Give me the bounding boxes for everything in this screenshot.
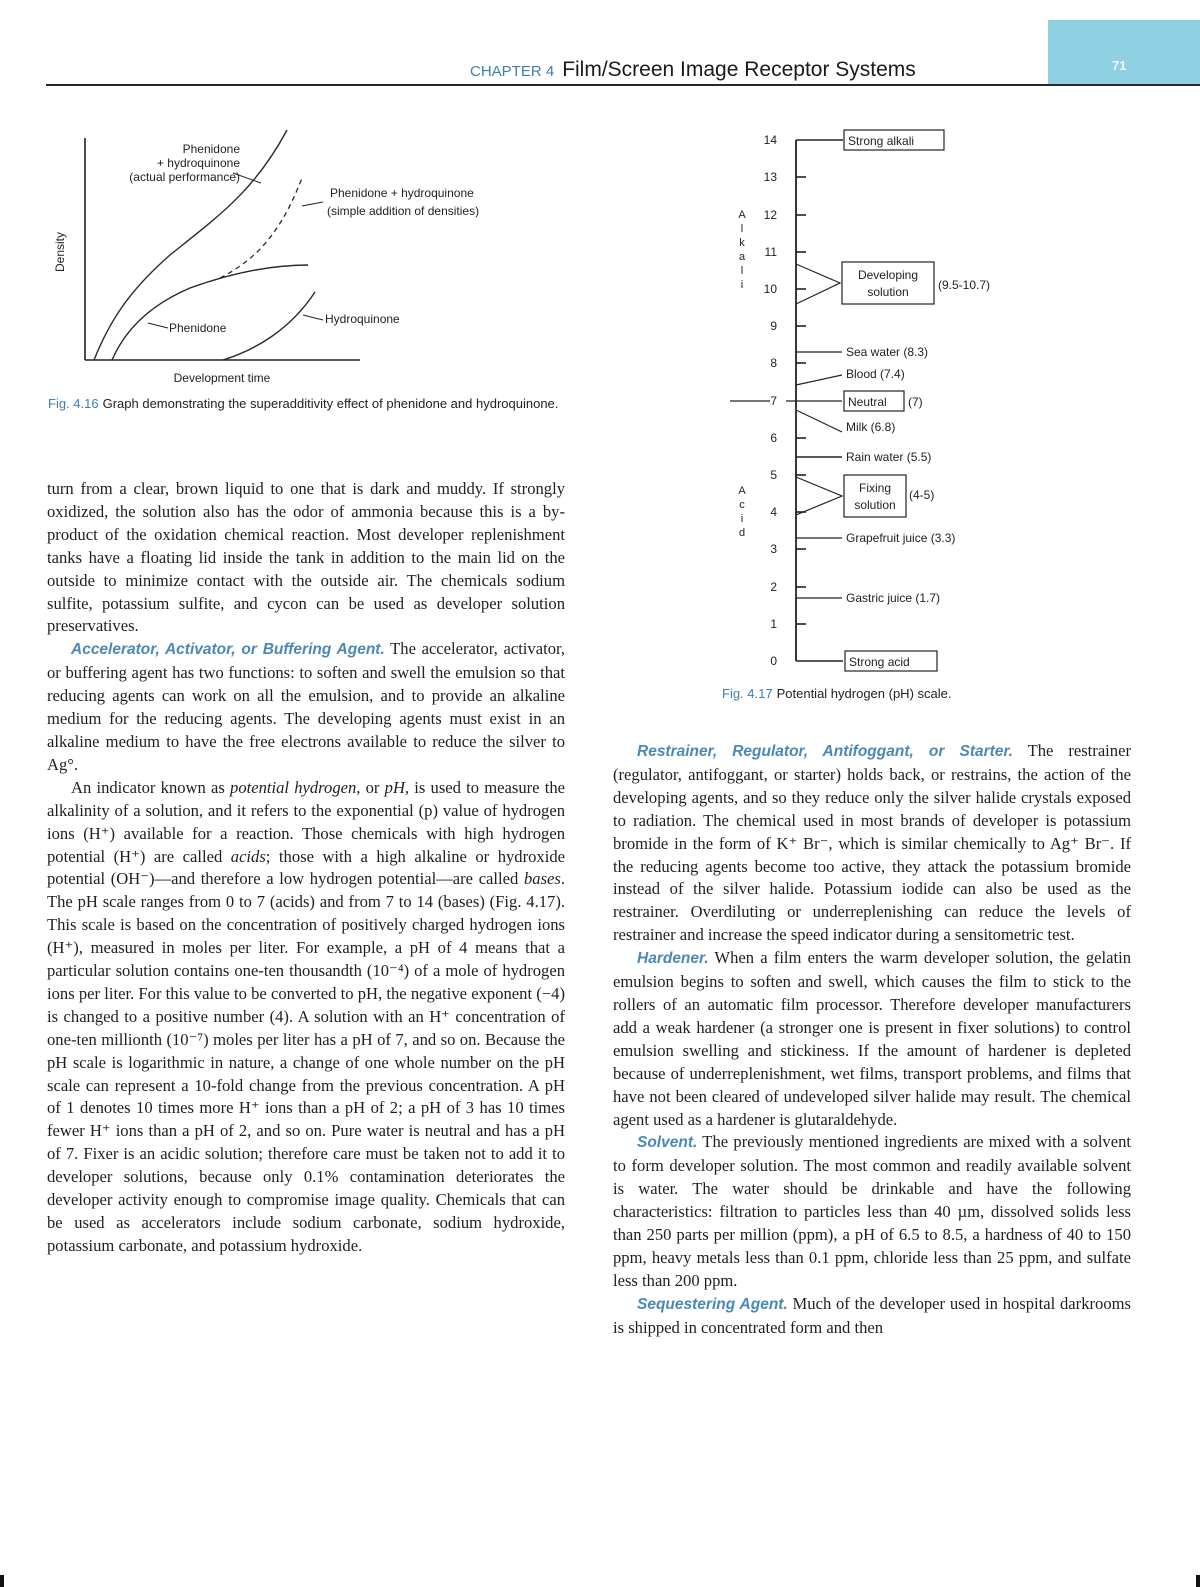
figure-label: Fig. 4.17 [722,686,773,701]
emphasis: bases [523,869,561,889]
label-simple-1: Phenidone + hydroquinone [330,186,474,200]
tick-6: 6 [770,431,777,445]
alkali-letter-6: i [740,279,744,291]
label-phenidone: Phenidone [169,321,227,335]
scan-edge-mark [1196,1575,1200,1587]
page-number: 71 [1112,58,1127,73]
chapter-title: Film/Screen Image Receptor Systems [562,58,916,81]
figure-4-16-caption [48,395,560,412]
tick-5: 5 [770,468,777,482]
caption-text: Graph demonstrating the superadditivity effect of phenidone and hydroquinone. [102,396,559,411]
label-actual-2: + hydroquinone [156,156,240,170]
caption-text: Potential hydrogen (pH) scale. [776,686,952,701]
paragraph-text: ; those with a high alkaline or hydroxide potential (OH⁻)—and therefore a low hydrogen potential—are called [47,846,565,889]
alkali-letter-4: a [738,251,746,263]
paragraph [47,777,565,1258]
paragraph-text: When a film enters the warm developer solution, the gelatin emulsion begins to soften and swell, which causes the film to stick to the rollers of an automatic film processor. Therefore developer manufacturers add a weak hardener (a stronger one is present in fixer solutions) to control emulsion swelling and stickiness. If the amount of hardener is depleted because of underreplenishment, wet films, transport problems, and films that have not been cleared of undeveloped silver halide may result. The chemical agent used as a hardener is glutaraldehyde. [613,948,1131,1129]
scan-edge-mark [0,1575,4,1587]
acid-letter-3: i [740,513,744,525]
alkali-letter-2: l [740,223,744,235]
tick-4: 4 [770,505,777,519]
header-rule [46,84,1200,86]
tick-1: 1 [770,617,777,631]
tick-12: 12 [763,208,777,222]
label-blood: Blood (7.4) [846,367,905,381]
alkali-letter-1: A [738,209,746,221]
run-in-heading-hardener: Hardener. [637,950,709,968]
running-head [470,58,916,82]
paragraph-text: The accelerator, activator, or buffering agent has two functions: to soften and swell the emulsion so that reducing agents can work on all the emulsion, and to provide an alkaline medium for the reducing agents. The developing agents must exist in an alkaline medium to have the free electrons available to reduce the silver to Ag°. [47,639,565,774]
label-milk: Milk (6.8) [846,420,896,434]
label-gastric: Gastric juice (1.7) [846,591,941,605]
paragraph [47,638,565,776]
tick-13: 13 [763,170,777,184]
y-axis-label: Density [53,231,67,272]
paragraph-text: . The pH scale ranges from 0 to 7 (acids) and from 7 to 14 (bases) (Fig. 4.17). This scale is based on the concentration of positively charged hydrogen ions (H⁺), measured in moles per liter. For example, a pH of 4 means that a particular solution contains one-ten thousandth (10⁻⁴) of a mole of hydrogen ions per liter. For this value to be converted to pH, the negative exponent (−4) is changed to a positive number (4). A solution with an H⁺ concentration of one-ten millionth (10⁻⁷) moles per liter has a pH of 7, and so on. Because the pH scale is logarithmic in nature, a change of one whole number on the pH scale can represent a 10-fold change from the previous concentration. A pH of 1 denotes 10 times more H⁺ ions than a pH of 2; a pH of 3 has 10 times fewer H⁺ ions than a pH of 2, and so on. Pure water is neutral and has a pH of 7. Fixer is an acidic solution; therefore care must be taken not to add it to developer solutions, because only 0.1% contamination deteriorates the developer activity enough to compromise image quality. Chemicals that can be used as accelerators include sodium carbonate, sodium hydroxide, potassium carbonate, and potassium hydroxide. [47,869,565,1255]
acid-letter-4: d [738,527,746,539]
label-strong-alkali: Strong alkali [848,134,915,148]
figure-4-17-caption [722,685,951,702]
tick-3: 3 [770,542,777,556]
label-rain-water: Rain water (5.5) [846,450,932,464]
page-number-tab [1048,20,1200,84]
x-axis-label: Development time [173,371,271,385]
acid-letter-2: c [739,499,745,511]
label-fixing-1: Fixing [858,481,892,495]
paragraph-text: Much of the developer used in hospital darkrooms is shipped in concentrated form and then [613,1293,1131,1337]
paragraph-text: The previously mentioned ingredients are mixed with a solvent to form developer solution. The most common and readily available solvent is water. The water should be drinkable and have the following characteristics: filtration to particles less than 40 µm, dissolved solids less than 250 parts per million (ppm), a pH of 6.5 to 8.5, a hardness of 40 to 150 ppm, heavy metals less than 0.1 ppm, chloride less than 25 ppm, and sulfate less than 200 ppm. [613,1132,1131,1290]
label-hydroquinone: Hydroquinone [325,312,400,326]
paragraph [613,1131,1131,1292]
label-neutral: Neutral [848,395,887,409]
emphasis: acids [230,846,266,866]
figure-label: Fig. 4.16 [48,396,99,411]
label-strong-acid: Strong acid [849,655,910,669]
tick-0: 0 [770,654,777,668]
emphasis: pH [384,777,405,797]
alkali-letter-5: l [740,265,744,277]
tick-10: 10 [763,282,777,296]
paragraph-text: , or [356,777,385,797]
acid-letter-1: A [738,485,746,497]
label-developing-2: solution [867,285,909,299]
alkali-letter-3: k [739,237,745,249]
paragraph [613,740,1131,947]
paragraph-text: , is used to measure the alkalinity of a solution, and it refers to the exponential (p) value of hydrogen ions (H⁺) available for a reaction. Those chemicals with high hydrogen potential (H⁺) are called [47,777,565,866]
tick-11: 11 [764,245,777,259]
label-developing-range: (9.5-10.7) [938,278,991,292]
tick-14: 14 [763,133,777,147]
chapter-label: CHAPTER 4 [470,63,555,80]
emphasis: potential hydrogen [230,777,357,797]
body-right-column [613,740,1131,1340]
tick-9: 9 [770,319,777,333]
paragraph-text: An indicator known as [71,777,231,797]
paragraph [613,947,1131,1131]
label-grapefruit: Grapefruit juice (3.3) [846,531,956,545]
paragraph [613,1293,1131,1340]
label-developing-1: Developing [857,268,919,282]
run-in-heading-restrainer: Restrainer, Regulator, Antifoggant, or Starter. [637,743,1013,760]
page-header [0,0,1200,100]
tick-8: 8 [770,356,777,370]
paragraph: turn from a clear, brown liquid to one that is dark and muddy. If strongly oxidized, the solution also has the odor of ammonia because this is a by-product of the oxidation chemical reaction. Most developer replenishment tanks have a floating lid inside the tank in addition to the main lid on the outside to minimize contact with the outside air. The chemicals sodium sulfite, potassium sulfite, and cycon can be used as developer solution preservatives. [47,479,565,636]
figure-4-17-ph-scale [700,120,1040,680]
paragraph-text: The restrainer (regulator, antifoggant, or starter) holds back, or restrains, the action of the developing agents, and so they reduce only the silver halide crystals exposed to radiation. The chemical used in most brands of developer is potassium bromide in the form of K⁺ Br⁻, which is similar chemically to Ag⁺ Br⁻. If the reducing agents become too active, they attack the potassium bromide instead of the silver halide. Potassium iodide can also be used as the restrainer. Overdiluting or underreplenishing can reduce the levels of restrainer and increase the speed indicator during a sensitometric test. [613,741,1131,945]
label-neutral-value: (7) [908,395,923,409]
label-actual-3: (actual performance) [129,170,240,184]
tick-7: 7 [770,394,777,408]
run-in-heading-accelerator: Accelerator, Activator, or Buffering Agent. [71,641,385,659]
label-sea-water: Sea water (8.3) [846,345,929,359]
label-fixing-range: (4-5) [909,488,935,502]
tick-2: 2 [770,580,777,594]
figure-4-16-graph [40,120,580,440]
label-simple-2: (simple addition of densities) [327,204,480,218]
label-fixing-2: solution [854,498,896,512]
body-left-column [47,478,565,1258]
run-in-heading-solvent: Solvent. [637,1134,698,1152]
label-actual-1: Phenidone [182,142,240,156]
run-in-heading-sequestering: Sequestering Agent. [637,1295,788,1313]
